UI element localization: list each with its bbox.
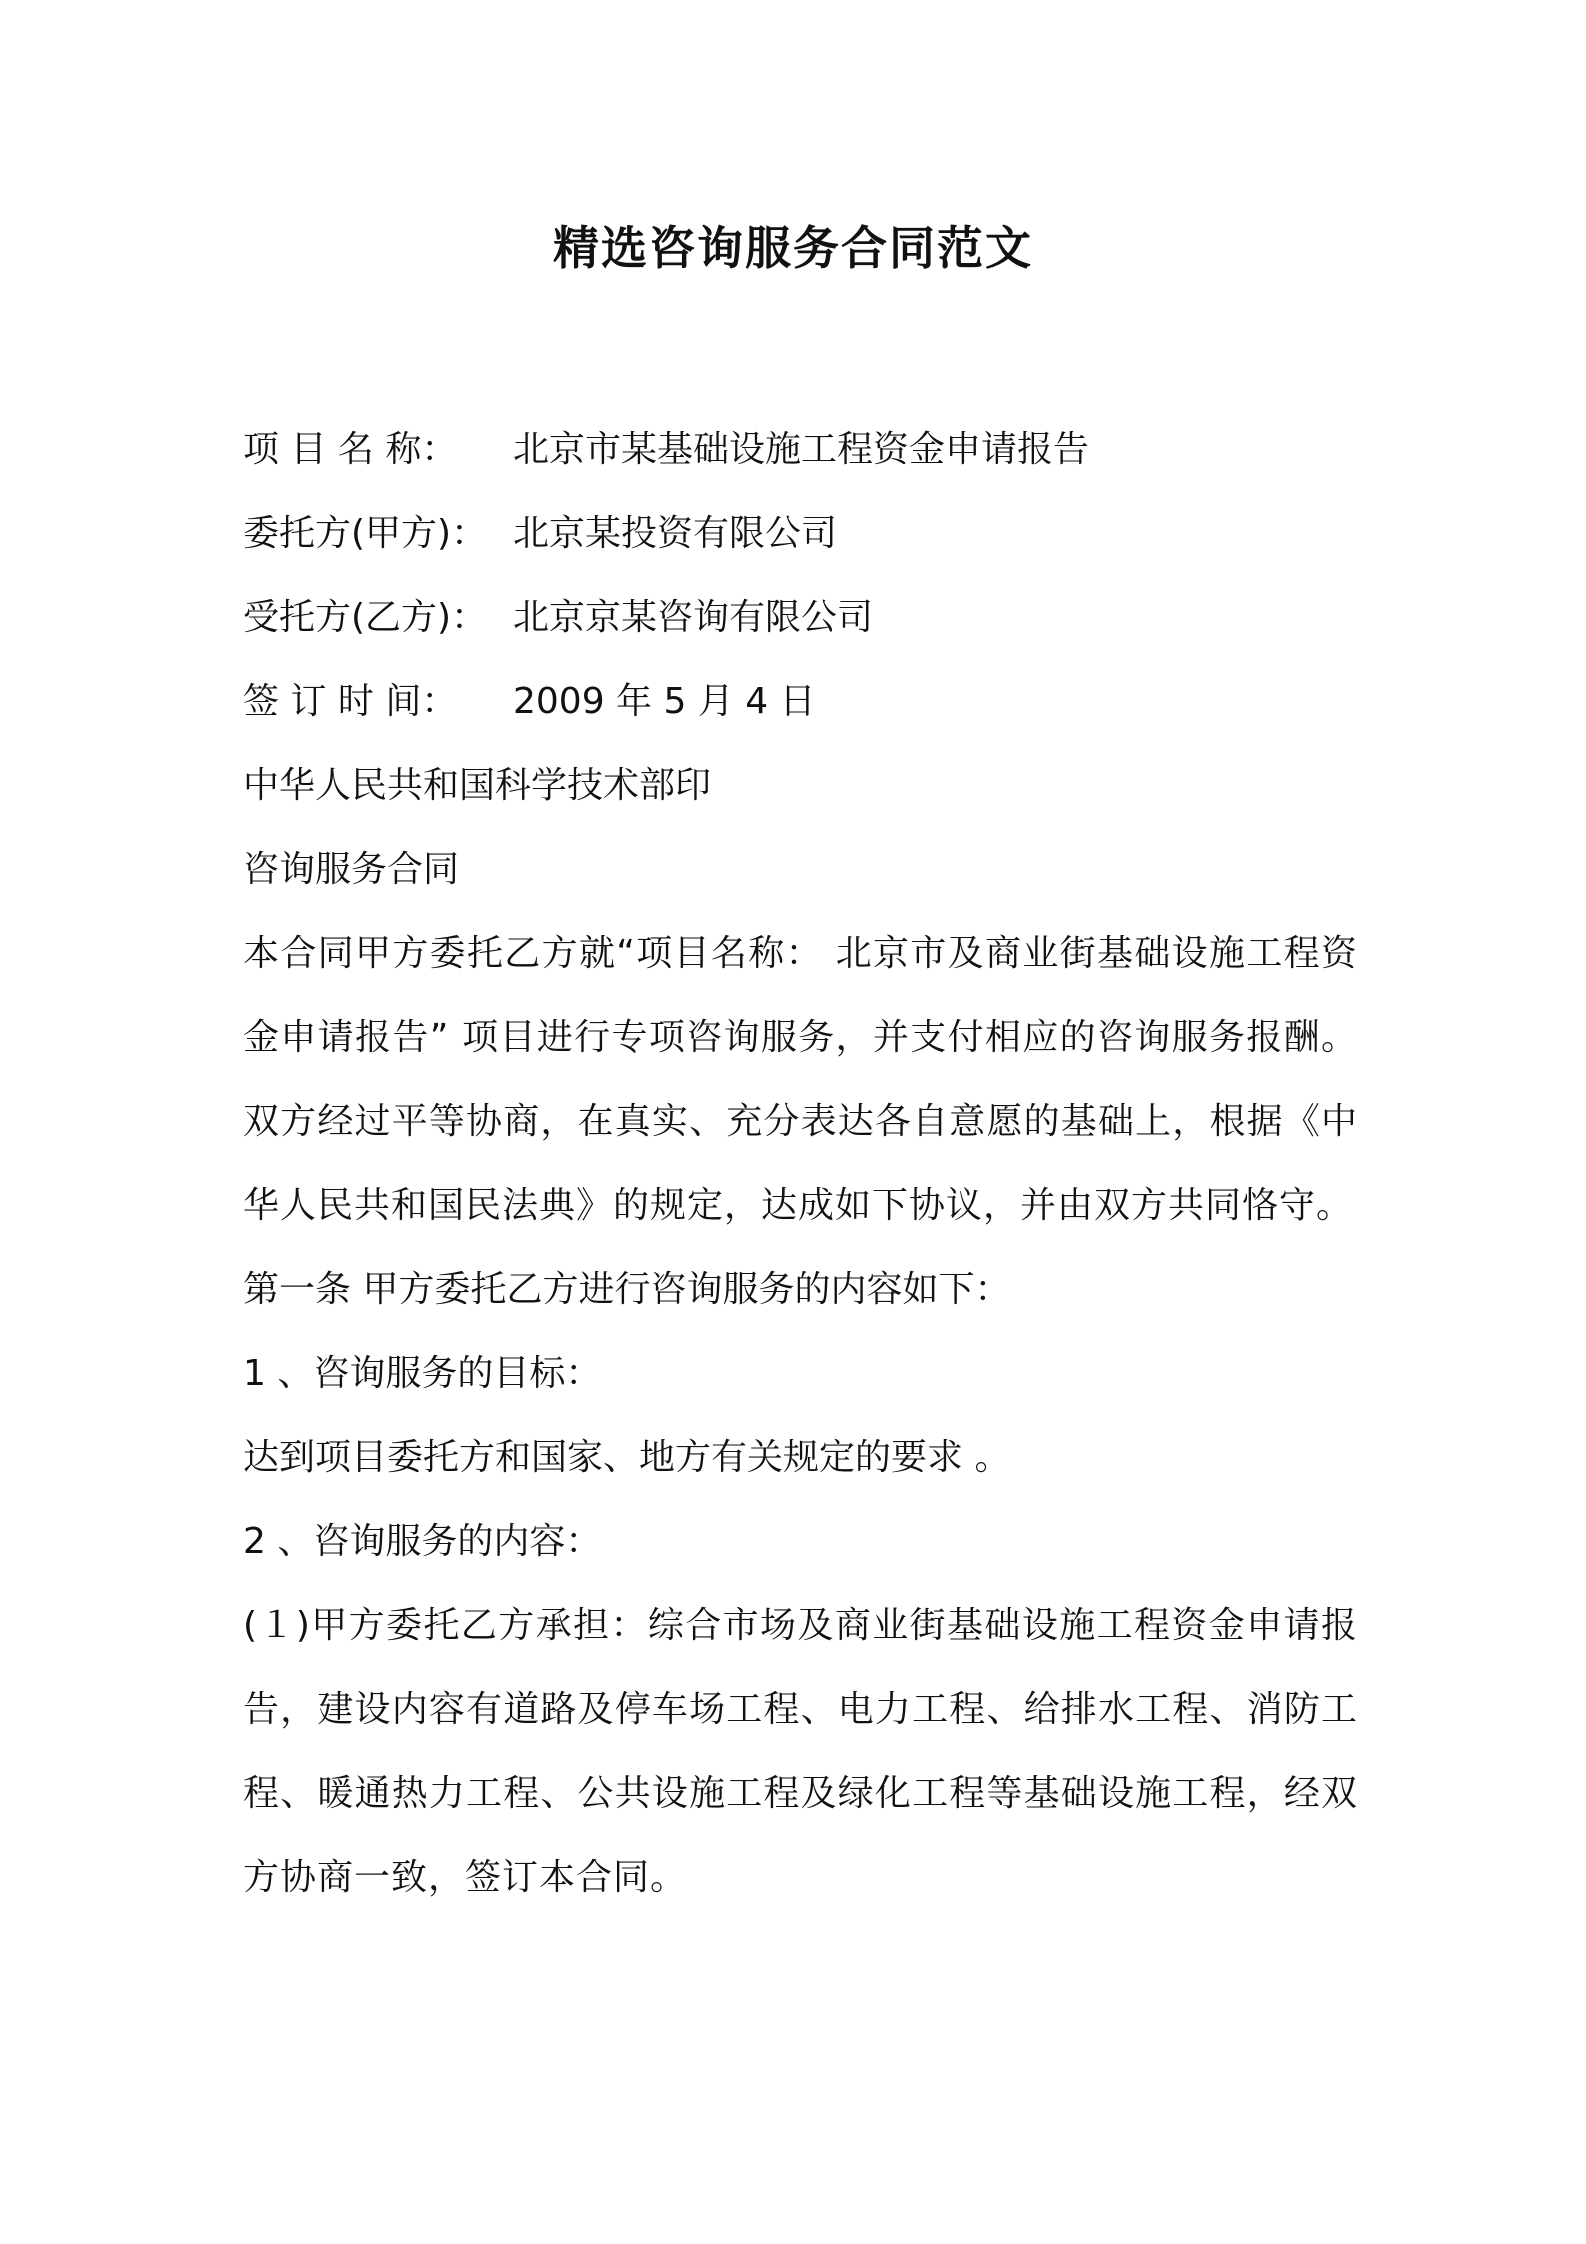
intro-paragraph: 本合同甲方委托乙方就“项目名称： 北京市及商业街基础设施工程资金申请报告” 项目进行专项咨询服务，并支付相应的咨询服务报酬。双方经过平等协商，在真实、充分表达各自意愿的基础上，根据《中华人民共和国民法典》的规定，达成如下协议，并由双方共同恪守。 xyxy=(243,933,1358,1226)
project-name-label: 项 目 名 称： xyxy=(243,429,458,470)
item-1-heading: 1 、咨询服务的目标： xyxy=(243,1353,602,1394)
client-value: 北京某投资有限公司 xyxy=(513,513,838,554)
contractor-label: 受托方(乙方)： xyxy=(243,597,488,638)
contract-heading: 咨询服务合同 xyxy=(243,849,460,890)
sign-date-value: 2009 年 5 月 4 日 xyxy=(513,681,816,722)
client-label: 委托方(甲方)： xyxy=(243,513,488,554)
issuer-line: 中华人民共和国科学技术部印 xyxy=(243,765,712,806)
item-1-text: 达到项目委托方和国家、地方有关规定的要求 。 xyxy=(243,1437,1011,1478)
contractor-value: 北京京某咨询有限公司 xyxy=(513,597,874,638)
document-title: 精选咨询服务合同范文 xyxy=(553,221,1033,275)
project-name-value: 北京市某基础设施工程资金申请报告 xyxy=(513,429,1090,470)
article-one: 第一条 甲方委托乙方进行咨询服务的内容如下： xyxy=(243,1269,1011,1310)
sign-date-row xyxy=(243,660,1358,744)
document-body xyxy=(243,408,1358,1920)
client-row xyxy=(243,492,1358,576)
sign-date-label: 签 订 时 间： xyxy=(243,681,458,722)
item-2-paragraph: (１)甲方委托乙方承担：综合市场及商业街基础设施工程资金申请报告，建设内容有道路及停车场工程、电力工程、给排水工程、消防工程、暖通热力工程、公共设施工程及绿化工程等基础设施工程，经双方协商一致，签订本合同。 xyxy=(243,1605,1358,1898)
contractor-row xyxy=(243,576,1358,660)
project-name-row xyxy=(243,408,1358,492)
item-2-heading: 2 、咨询服务的内容： xyxy=(243,1521,602,1562)
